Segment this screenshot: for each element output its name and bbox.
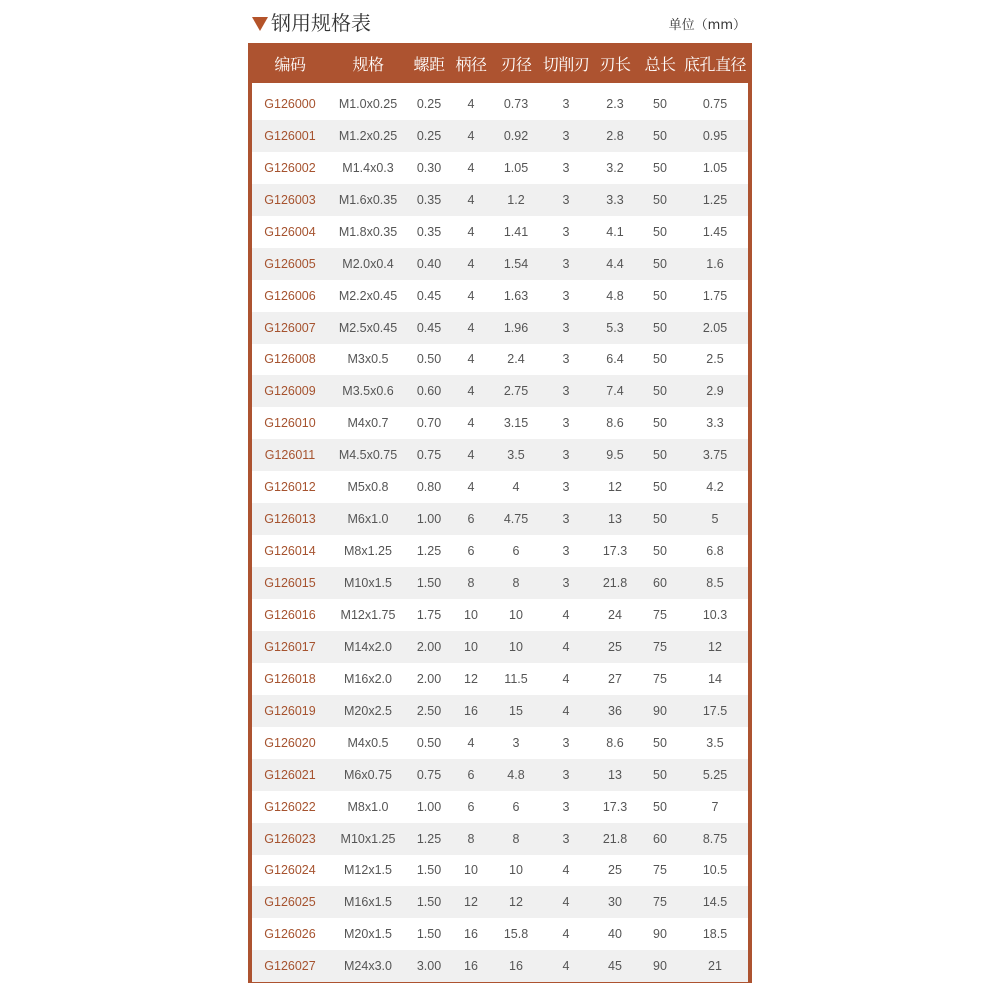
table-row (252, 950, 748, 982)
table-row (252, 759, 748, 791)
table-cell: 8.5 (706, 576, 724, 591)
table-cell: 3 (562, 448, 570, 463)
table-row (252, 855, 748, 887)
table-cell: 12 (464, 895, 478, 910)
table-cell: 3 (562, 767, 570, 782)
product-code-cell: G126009 (264, 384, 316, 399)
product-code-cell: G126006 (264, 288, 316, 303)
table-cell: 50 (653, 544, 667, 559)
table-cell: 75 (653, 607, 667, 622)
table-cell: M2.2x0.45 (338, 288, 398, 303)
table-cell: M12x1.75 (340, 607, 396, 622)
product-code-cell: G126015 (264, 576, 316, 591)
table-cell: 5 (711, 512, 719, 527)
table-row (252, 120, 748, 152)
table-cell: 3 (562, 799, 570, 814)
product-code-cell: G126004 (264, 224, 316, 239)
table-cell: 1.50 (416, 576, 442, 591)
table-cell: 4 (512, 480, 520, 495)
table-cell: 3 (562, 384, 570, 399)
table-cell: 50 (653, 735, 667, 750)
table-cell: 2.5 (706, 352, 724, 367)
column-header: 编码 (274, 54, 306, 74)
spec-table (252, 43, 748, 982)
product-code-cell: G126019 (264, 703, 316, 718)
table-cell: 4 (562, 863, 570, 878)
table-cell: 6 (512, 544, 520, 559)
table-cell: 1.45 (702, 224, 728, 239)
table-cell: 4 (467, 352, 475, 367)
table-cell: 8.6 (606, 735, 624, 750)
table-cell: 45 (608, 959, 622, 974)
table-cell: 3.5 (706, 735, 724, 750)
table-row (252, 535, 748, 567)
table-cell: 8.75 (702, 831, 728, 846)
table-cell: 3 (562, 544, 570, 559)
table-cell: 1.50 (416, 927, 442, 942)
product-code-cell: G126014 (264, 544, 316, 559)
title-bar (252, 8, 750, 40)
table-cell: 0.45 (416, 320, 442, 335)
table-cell: M4x0.7 (347, 416, 389, 431)
table-cell: 1.41 (503, 224, 529, 239)
product-code-cell: G126025 (264, 895, 316, 910)
table-cell: M4.5x0.75 (338, 448, 398, 463)
table-cell: 17.3 (602, 544, 628, 559)
table-cell: 17.3 (602, 799, 628, 814)
table-cell: 16 (464, 927, 478, 942)
table-cell: 9.5 (606, 448, 624, 463)
triangle-down-icon (252, 17, 268, 31)
table-cell: 4 (467, 256, 475, 271)
product-code-cell: G126018 (264, 671, 316, 686)
product-code-cell: G126021 (264, 767, 316, 782)
table-cell: 3 (562, 160, 570, 175)
table-cell: 15 (509, 703, 523, 718)
table-cell: 10 (464, 607, 478, 622)
table-cell: 14.5 (702, 895, 728, 910)
table-cell: M14x2.0 (344, 639, 392, 654)
table-cell: 27 (608, 671, 622, 686)
table-cell: 4 (467, 288, 475, 303)
table-row (252, 439, 748, 471)
table-cell: 3 (562, 192, 570, 207)
table-row (252, 248, 748, 280)
table-cell: 4 (562, 959, 570, 974)
table-cell: 0.73 (503, 96, 529, 111)
table-cell: 0.35 (416, 224, 442, 239)
table-cell: 50 (653, 799, 667, 814)
table-cell: 8.6 (606, 416, 624, 431)
table-row (252, 407, 748, 439)
table-row (252, 375, 748, 407)
table-cell: M3.5x0.6 (342, 384, 394, 399)
table-cell: 15.8 (503, 927, 529, 942)
table-cell: M8x1.25 (344, 544, 392, 559)
table-cell: 50 (653, 256, 667, 271)
product-code-cell: G126013 (264, 512, 316, 527)
product-code-cell: G126008 (264, 352, 316, 367)
table-cell: 1.54 (503, 256, 529, 271)
table-cell: 13 (608, 767, 622, 782)
column-header: 规格 (352, 54, 384, 74)
table-cell: 50 (653, 767, 667, 782)
table-cell: 3.2 (606, 160, 624, 175)
table-cell: 25 (608, 863, 622, 878)
table-cell: M1.6x0.35 (338, 192, 398, 207)
table-row (252, 599, 748, 631)
table-cell: 6 (512, 799, 520, 814)
table-cell: 1.05 (702, 160, 728, 175)
table-cell: 4 (467, 320, 475, 335)
product-code-cell: G126012 (264, 480, 316, 495)
table-cell: M10x1.25 (340, 831, 396, 846)
table-cell: 10.3 (702, 607, 728, 622)
table-cell: 4 (562, 703, 570, 718)
table-cell: 0.60 (416, 384, 442, 399)
table-cell: 50 (653, 384, 667, 399)
table-row (252, 727, 748, 759)
product-code-cell: G126007 (264, 320, 316, 335)
table-row (252, 663, 748, 695)
table-cell: 10.5 (702, 863, 728, 878)
table-cell: 60 (653, 576, 667, 591)
table-cell: 18.5 (702, 927, 728, 942)
table-cell: 50 (653, 192, 667, 207)
table-row (252, 631, 748, 663)
table-cell: 8 (512, 831, 520, 846)
table-row (252, 567, 748, 599)
table-row (252, 695, 748, 727)
table-cell: 12 (509, 895, 523, 910)
table-cell: M2.0x0.4 (342, 256, 394, 271)
table-cell: 1.75 (702, 288, 728, 303)
table-cell: 12 (708, 639, 722, 654)
table-cell: M20x2.5 (344, 703, 392, 718)
table-row (252, 791, 748, 823)
table-body (252, 83, 748, 982)
table-cell: M16x2.0 (344, 671, 392, 686)
table-cell: 90 (653, 703, 667, 718)
table-cell: 2.75 (503, 384, 529, 399)
table-cell: M1.4x0.3 (342, 160, 394, 175)
table-cell: 3.75 (702, 448, 728, 463)
table-cell: 6.8 (706, 544, 724, 559)
table-cell: 10 (509, 607, 523, 622)
product-code-cell: G126011 (264, 448, 316, 463)
product-code-cell: G126027 (264, 959, 316, 974)
table-cell: 1.96 (503, 320, 529, 335)
table-cell: 2.00 (416, 639, 442, 654)
table-cell: 0.50 (416, 352, 442, 367)
table-cell: 0.45 (416, 288, 442, 303)
table-cell: 7 (711, 799, 719, 814)
table-cell: 4 (467, 224, 475, 239)
table-cell: 1.00 (416, 512, 442, 527)
table-cell: M16x1.5 (344, 895, 392, 910)
table-cell: 3 (562, 96, 570, 111)
table-cell: 3 (562, 576, 570, 591)
table-cell: 50 (653, 320, 667, 335)
column-header: 总长 (644, 54, 676, 74)
table-cell: 3 (562, 320, 570, 335)
table-cell: 6 (467, 799, 475, 814)
table-cell: M3x0.5 (347, 352, 389, 367)
table-cell: 0.50 (416, 735, 442, 750)
table-cell: M5x0.8 (347, 480, 389, 495)
table-cell: 16 (464, 959, 478, 974)
table-header-row (252, 43, 748, 83)
table-cell: 8 (512, 576, 520, 591)
table-cell: 3.15 (503, 416, 529, 431)
table-cell: 4.4 (606, 256, 624, 271)
table-cell: 1.2 (507, 192, 525, 207)
table-cell: 3 (562, 480, 570, 495)
table-cell: 0.75 (416, 767, 442, 782)
table-cell: 60 (653, 831, 667, 846)
table-cell: 0.35 (416, 192, 442, 207)
table-cell: 50 (653, 224, 667, 239)
table-cell: M10x1.5 (344, 576, 392, 591)
table-cell: 3 (562, 288, 570, 303)
table-row (252, 280, 748, 312)
table-cell: 4 (562, 639, 570, 654)
table-cell: 50 (653, 480, 667, 495)
table-cell: 50 (653, 448, 667, 463)
table-cell: 4.8 (507, 767, 525, 782)
column-header: 切削刃 (542, 54, 590, 74)
table-cell: 0.25 (416, 96, 442, 111)
table-row (252, 184, 748, 216)
page-title: 钢用规格表 (271, 11, 371, 35)
table-row (252, 471, 748, 503)
table-cell: 6 (467, 512, 475, 527)
table-cell: 4 (467, 735, 475, 750)
table-cell: 75 (653, 671, 667, 686)
table-cell: 50 (653, 96, 667, 111)
table-cell: 21 (708, 959, 722, 974)
table-cell: 3 (562, 831, 570, 846)
table-cell: 2.4 (507, 352, 525, 367)
table-cell: 4 (467, 128, 475, 143)
table-cell: 4 (562, 671, 570, 686)
table-cell: 4 (467, 416, 475, 431)
table-cell: 10 (509, 863, 523, 878)
table-cell: 3 (562, 224, 570, 239)
table-cell: 2.3 (606, 96, 624, 111)
table-cell: 75 (653, 895, 667, 910)
table-cell: 8 (467, 576, 475, 591)
table-cell: 0.25 (416, 128, 442, 143)
table-cell: 0.40 (416, 256, 442, 271)
table-cell: 25 (608, 639, 622, 654)
product-code-cell: G126022 (264, 799, 316, 814)
product-code-cell: G126003 (264, 192, 316, 207)
table-row (252, 503, 748, 535)
table-cell: 75 (653, 639, 667, 654)
spec-table-frame (248, 43, 752, 983)
table-cell: 10 (509, 639, 523, 654)
table-cell: 1.25 (416, 831, 442, 846)
table-cell: 4 (467, 192, 475, 207)
table-cell: 3 (562, 512, 570, 527)
table-cell: 7.4 (606, 384, 624, 399)
table-cell: 3 (562, 416, 570, 431)
table-cell: 4.75 (503, 512, 529, 527)
table-cell: 16 (464, 703, 478, 718)
table-cell: 3.3 (706, 416, 724, 431)
table-cell: M12x1.5 (344, 863, 392, 878)
product-code-cell: G126020 (264, 735, 316, 750)
column-header: 刃径 (500, 54, 532, 74)
table-cell: 3 (512, 735, 520, 750)
product-code-cell: G126000 (264, 96, 316, 111)
table-cell: 40 (608, 927, 622, 942)
table-cell: M6x1.0 (347, 512, 389, 527)
table-cell: M6x0.75 (344, 767, 392, 782)
table-cell: 16 (509, 959, 523, 974)
table-cell: 50 (653, 288, 667, 303)
table-cell: M2.5x0.45 (338, 320, 398, 335)
table-cell: 5.3 (606, 320, 624, 335)
table-cell: 10 (464, 639, 478, 654)
table-cell: 6.4 (606, 352, 624, 367)
table-cell: 3 (562, 735, 570, 750)
table-cell: 12 (464, 671, 478, 686)
table-cell: 50 (653, 128, 667, 143)
table-cell: 21.8 (602, 576, 628, 591)
table-row (252, 886, 748, 918)
table-cell: 0.80 (416, 480, 442, 495)
table-cell: M1.2x0.25 (338, 128, 398, 143)
table-cell: 6 (467, 544, 475, 559)
table-cell: 3.00 (416, 959, 442, 974)
table-row (252, 216, 748, 248)
column-header: 底孔直径 (683, 54, 746, 74)
product-code-cell: G126002 (264, 160, 316, 175)
table-cell: 10 (464, 863, 478, 878)
table-cell: 2.9 (706, 384, 724, 399)
table-cell: M8x1.0 (347, 799, 389, 814)
table-cell: 0.95 (702, 128, 728, 143)
table-row (252, 918, 748, 950)
table-cell: 0.30 (416, 160, 442, 175)
table-cell: 3.5 (507, 448, 525, 463)
table-cell: 4.8 (606, 288, 624, 303)
table-cell: 2.50 (416, 703, 442, 718)
table-cell: 21.8 (602, 831, 628, 846)
product-code-cell: G126017 (264, 639, 316, 654)
table-cell: M24x3.0 (344, 959, 392, 974)
table-cell: M1.0x0.25 (338, 96, 398, 111)
table-cell: 1.6 (706, 256, 724, 271)
table-cell: 14 (708, 671, 722, 686)
table-cell: 4 (562, 927, 570, 942)
table-cell: 30 (608, 895, 622, 910)
table-cell: 0.92 (503, 128, 529, 143)
table-cell: 24 (608, 607, 622, 622)
table-cell: 3 (562, 352, 570, 367)
table-cell: 50 (653, 160, 667, 175)
table-cell: 1.00 (416, 799, 442, 814)
table-cell: 75 (653, 863, 667, 878)
table-cell: 2.00 (416, 671, 442, 686)
table-cell: 1.05 (503, 160, 529, 175)
product-code-cell: G126024 (264, 863, 316, 878)
product-code-cell: G126016 (264, 607, 316, 622)
table-cell: 36 (608, 703, 622, 718)
table-cell: 4.2 (706, 480, 724, 495)
table-cell: 12 (608, 480, 622, 495)
table-cell: M1.8x0.35 (338, 224, 398, 239)
table-cell: 1.63 (503, 288, 529, 303)
product-code-cell: G126001 (264, 128, 316, 143)
table-cell: 4 (562, 607, 570, 622)
table-cell: 4.1 (606, 224, 624, 239)
product-code-cell: G126023 (264, 831, 316, 846)
table-row (252, 152, 748, 184)
table-cell: 4 (467, 448, 475, 463)
table-cell: 3 (562, 128, 570, 143)
table-cell: 13 (608, 512, 622, 527)
table-cell: 90 (653, 959, 667, 974)
unit-label: 单位（mm） (668, 18, 746, 33)
table-cell: 5.25 (702, 767, 728, 782)
table-cell: 1.50 (416, 895, 442, 910)
table-cell: 6 (467, 767, 475, 782)
product-code-cell: G126010 (264, 416, 316, 431)
table-cell: 17.5 (702, 703, 728, 718)
table-cell: 8 (467, 831, 475, 846)
table-cell: 2.05 (702, 320, 728, 335)
table-cell: 4 (467, 480, 475, 495)
table-cell: 4 (467, 96, 475, 111)
table-cell: 1.25 (416, 544, 442, 559)
table-row (252, 88, 748, 120)
table-cell: M4x0.5 (347, 735, 389, 750)
table-cell: 3 (562, 256, 570, 271)
table-row (252, 823, 748, 855)
table-cell: 4 (562, 895, 570, 910)
product-code-cell: G126026 (264, 927, 316, 942)
table-cell: 11.5 (504, 671, 528, 686)
table-cell: 2.8 (606, 128, 624, 143)
table-cell: 0.75 (702, 96, 728, 111)
table-cell: 3.3 (606, 192, 624, 207)
table-cell: 1.50 (416, 863, 442, 878)
product-code-cell: G126005 (264, 256, 316, 271)
table-cell: 0.70 (416, 416, 442, 431)
table-cell: 50 (653, 416, 667, 431)
column-header: 柄径 (455, 54, 487, 74)
table-cell: 4 (467, 160, 475, 175)
table-cell: M20x1.5 (344, 927, 392, 942)
column-header: 刃长 (599, 54, 631, 74)
table-cell: 90 (653, 927, 667, 942)
table-cell: 50 (653, 512, 667, 527)
table-cell: 1.25 (702, 192, 728, 207)
table-cell: 1.75 (416, 607, 442, 622)
table-cell: 4 (467, 384, 475, 399)
table-cell: 0.75 (416, 448, 442, 463)
table-row (252, 312, 748, 344)
table-row (252, 344, 748, 376)
table-cell: 50 (653, 352, 667, 367)
column-header: 螺距 (413, 54, 445, 74)
